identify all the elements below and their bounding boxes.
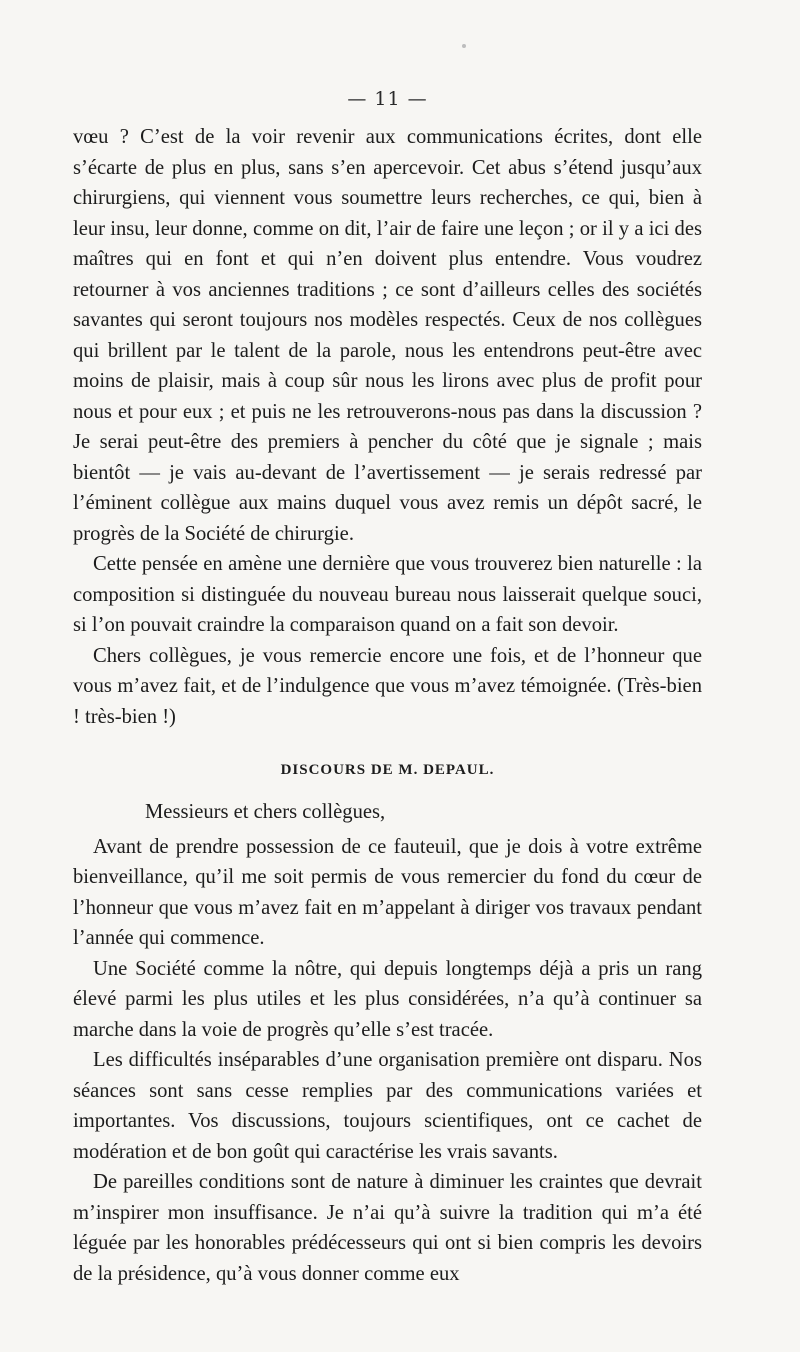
body-text-part1 xyxy=(73,122,702,732)
page-number: — 11 — xyxy=(347,88,428,110)
section-heading: DISCOURS DE M. DEPAUL. xyxy=(280,762,495,778)
paragraph: Les difficultés inséparables d’une organisation première ont disparu. Nos séances sont sans cesse remplies par des communications variées et importantes. Vos discussions, toujours scientifiques, ont ce cachet de modération et de bon goût qui caractérise les vrais savants. xyxy=(73,1049,702,1163)
body-text-part2 xyxy=(73,832,702,1290)
paragraph: Avant de prendre possession de ce fauteuil, que je dois à votre extrême bienveillance, qu’il me soit permis de vous remercier du fond du cœur de l’honneur que vous m’avez fait en m’appelant à diriger vos travaux pendant l’année qui commence. xyxy=(73,835,702,949)
paragraph: Chers collègues, je vous remercie encore une fois, et de l’honneur que vous m’avez fait, et de l’indulgence que vous m’avez témoignée. (Très-bien ! très-bien !) xyxy=(73,644,702,728)
paragraph: vœu ? C’est de la voir revenir aux communications écrites, dont elle s’écarte de plus en plus, sans s’en apercevoir. Cet abus s’étend jusqu’aux chirurgiens, qui viennent vous soumettre leurs recherches, ce qui, bien à leur insu, leur donne, comme on dit, l’air de faire une leçon ; or il y a ici des maîtres qui en font et qui n’en doivent plus entendre. Vous voudrez retourner à vos anciennes traditions ; ce sont d’ailleurs celles des sociétés savantes qui seront toujours nos modèles respectés. Ceux de nos collègues qui brillent par le talent de la parole, nous les entendrons peut-être avec moins de plaisir, mais à coup sûr nous les lirons avec plus de profit pour nous et pour eux ; et puis ne les retrouverons-nous pas dans la discussion ? Je serai peut-être des premiers à pencher du côté que je signale ; mais bientôt — je vais au-devant de l’avertissement — je serais redressé par l’éminent collègue aux mains duquel vous avez remis un dépôt sacré, le progrès de la Société de chirurgie. xyxy=(73,126,702,545)
salutation: Messieurs et chers collègues, xyxy=(145,801,386,823)
paragraph: Une Société comme la nôtre, qui depuis longtemps déjà a pris un rang élevé parmi les plus utiles et les plus considérées, n’a qu’à continuer sa marche dans la voie de progrès qu’elle s’est tracée. xyxy=(73,957,702,1041)
paper-speck xyxy=(462,44,466,48)
paragraph: De pareilles conditions sont de nature à diminuer les craintes que devrait m’inspirer mon insuffisance. Je n’ai qu’à suivre la tradition qui m’a été léguée par les honorables prédécesseurs qui ont si bien compris les devoirs de la présidence, qu’à vous donner comme eux xyxy=(73,1171,702,1285)
paragraph: Cette pensée en amène une dernière que vous trouverez bien naturelle : la composition si distinguée du nouveau bureau nous laisserait quelque souci, si l’on pouvait craindre la comparaison quand on a fait son devoir. xyxy=(73,553,702,636)
